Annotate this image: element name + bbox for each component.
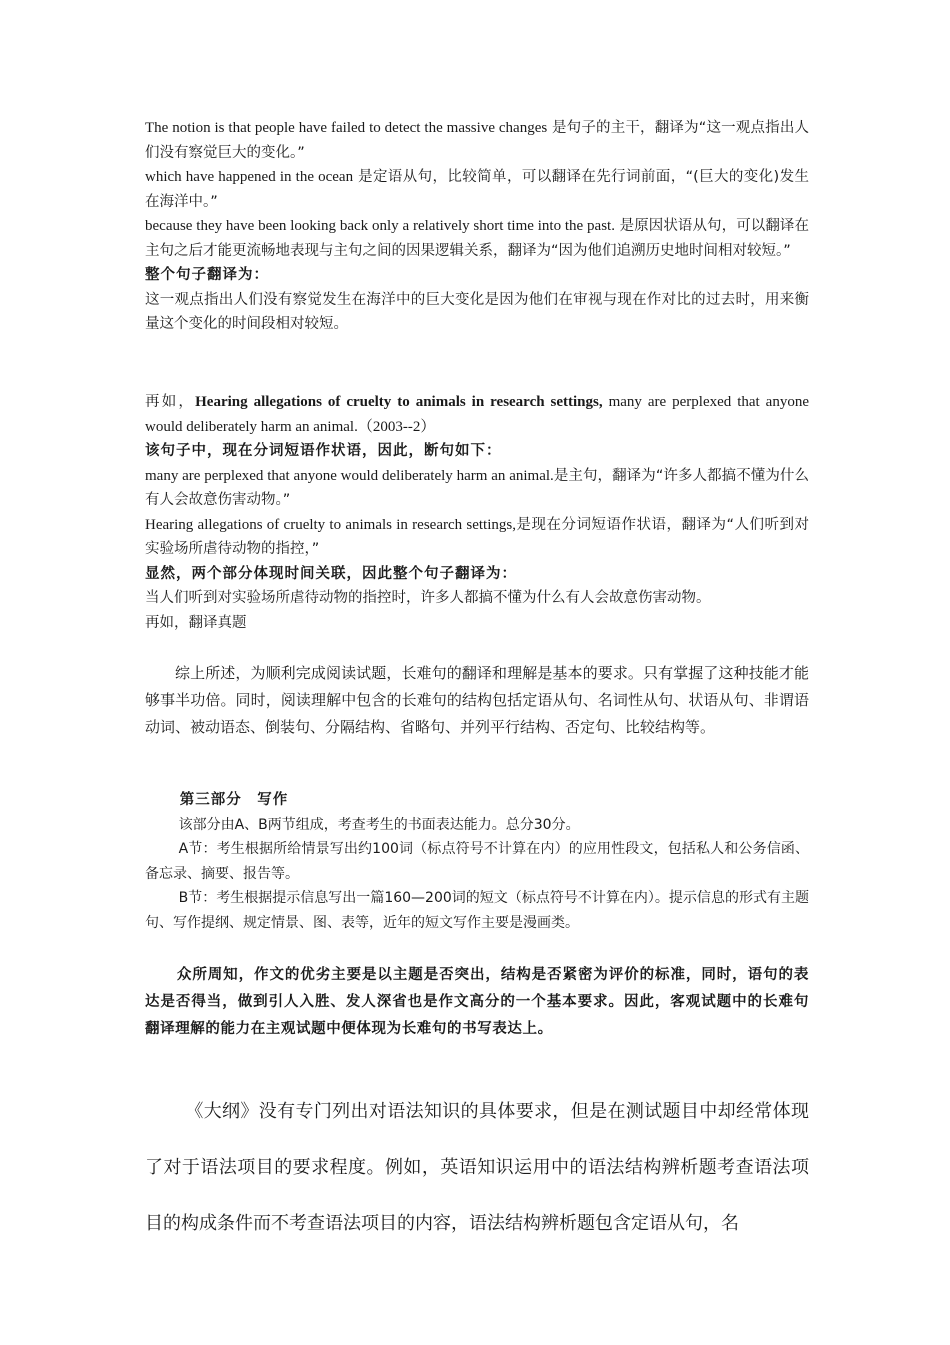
example-rest: many are perplexed that anyone would deliberately harm an animal.（2003--2）: [145, 394, 809, 435]
analysis-1: [145, 116, 809, 337]
summary-paragraph: 综上所述，为顺利完成阅读试题，长难句的翻译和理解是基本的要求。只有掌握了这种技能才能够事半功倍。同时，阅读理解中包含的长难句的结构包括定语从句、名词性从句、状语从句、非谓语动词、被动语态、倒装句、分隔结构、省略句、并列平行结构、否定句、比较结构等。: [145, 664, 809, 736]
analysis-1-line-1: [145, 116, 809, 165]
sentence-adverbial-clause: because they have been looking back only a relatively short time into the past.: [145, 218, 615, 234]
example-sentence-2: [145, 390, 809, 439]
analysis-2-part-2: [145, 513, 809, 562]
sentence-attributive-clause: which have happened in the ocean: [145, 169, 354, 185]
participle-phrase-cn: 是现在分词短语作状语，翻译为“人们听到对实验场所虐待动物的指控，”: [145, 516, 810, 557]
adverbial-clause-note: 是原因状语从句，可以翻译在主句之后才能更流畅地表现与主句之间的因果逻辑关系，翻译为“因为他们追溯历史地时间相对较短。”: [145, 218, 809, 259]
example-bold-phrase: Hearing allegations of cruelty to animals in research settings,: [195, 394, 603, 410]
emphasis-paragraph: 众所周知，作文的优劣主要是以主题是否突出，结构是否紧密为评价的标准，同时，语句的表达是否得当，做到引人入胜、发人深省也是作文高分的一个基本要求。因此，客观试题中的长难句翻译理解的能力在主观试题中便体现为长难句的书写表达上。: [145, 967, 809, 1037]
main-clause-note: 是句子的主干，翻译为“这一观点指出人们没有察觉巨大的变化。”: [145, 120, 809, 161]
writing-title: 第三部分 写作: [179, 792, 289, 808]
outline-paragraph: [145, 1084, 809, 1252]
more-example: 再如，翻译真题: [145, 614, 247, 631]
translation-1: 这一观点指出人们没有察觉发生在海洋中的巨大变化是因为他们在审视与现在作对比的过去时，用来衡量这个变化的时间段相对较短。: [145, 291, 809, 332]
attributive-clause-note: 是定语从句，比较简单，可以翻译在先行词前面，“(巨大的变化)发生在海洋中。”: [145, 169, 809, 210]
main-clause-en: many are perplexed that anyone would deliberately harm an animal.: [145, 467, 554, 484]
writing-intro: 该部分由A、B两节组成，考查考生的书面表达能力。总分30分。: [178, 816, 580, 833]
writing-section: [145, 788, 809, 935]
main-clause-cn: 是主句，翻译为“许多人都搞不懂为什么有人会故意伤害动物。”: [145, 467, 810, 508]
translation-heading-1: 整个句子翻译为：: [145, 267, 269, 283]
example-intro: 再如，: [145, 394, 196, 410]
segmentation-heading: 该句子中，现在分词短语作状语，因此，断句如下：: [145, 443, 502, 459]
writing-section-b: B节：考生根据提示信息写出一篇160—200词的短文（标点符号不计算在内）。提示信息的形式有主题句、写作提纲、规定情景、图、表等，近年的短文写作主要是漫画类。: [145, 890, 809, 931]
translation-2: 当人们听到对实验场所虐待动物的指控时，许多人都搞不懂为什么有人会故意伤害动物。: [145, 590, 711, 606]
sentence-main-clause: The notion is that people have failed to detect the massive changes: [145, 120, 548, 136]
writing-section-a: A节：考生根据所给情景写出约100词（标点符号不计算在内）的应用性段文，包括私人和公务信函、备忘录、摘要、报告等。: [145, 841, 809, 882]
analysis-1-line-3: [145, 214, 809, 263]
participle-phrase-en: Hearing allegations of cruelty to animals in research settings,: [145, 516, 516, 533]
analysis-2: [145, 390, 809, 635]
analysis-1-line-2: [145, 165, 809, 214]
outline-text: 《大纲》没有专门列出对语法知识的具体要求，但是在测试题目中却经常体现了对于语法项目的要求程度。例如，英语知识运用中的语法结构辨析题考查语法项目的构成条件而不考查语法项目的内容，语法结构辨析题包含定语从句，名: [145, 1101, 809, 1234]
analysis-2-part-1: [145, 464, 809, 513]
translation-heading-2: 显然，两个部分体现时间关联，因此整个句子翻译为：: [145, 565, 517, 582]
